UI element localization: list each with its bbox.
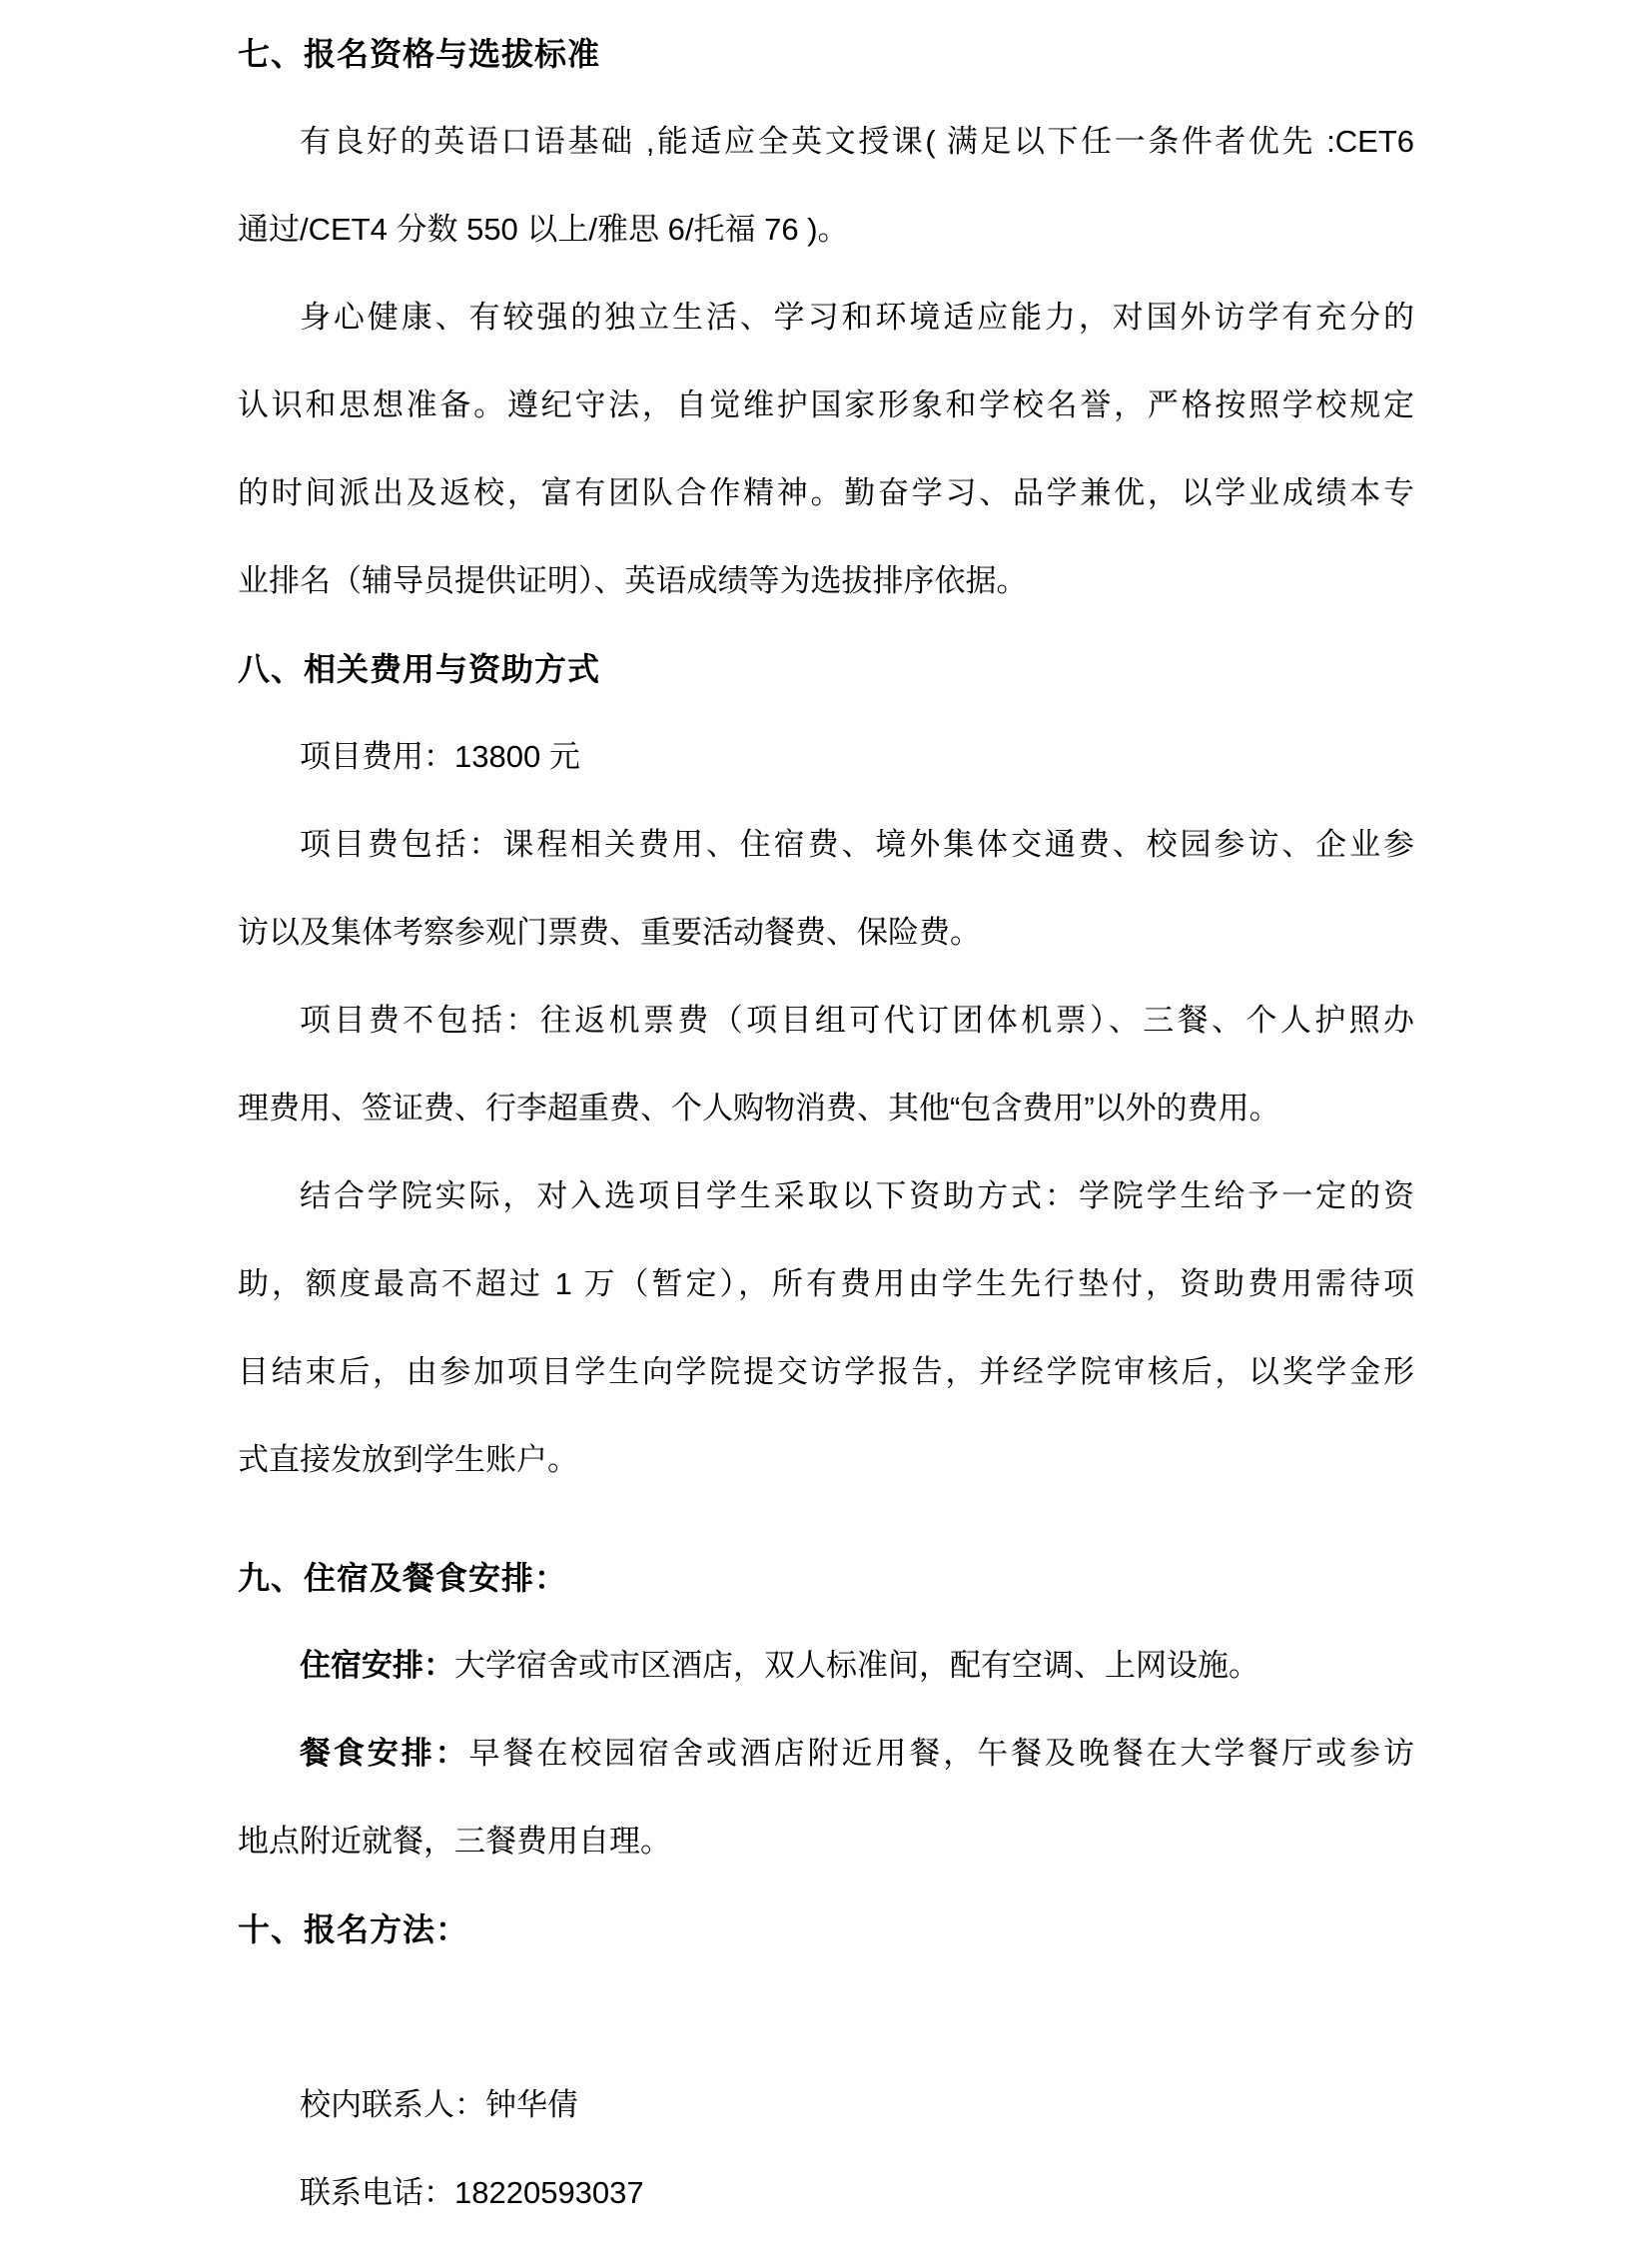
text-line: 业排名（辅导员提供证明）、英语成绩等为选拔排序依据。 xyxy=(238,563,1028,598)
paragraph-project-fee: 项目费用：13800 元 xyxy=(300,739,580,774)
contact-person-line: 校内联系人：钟华倩 xyxy=(300,2087,578,2122)
text-line: 地点附近就餐，三餐费用自理。 xyxy=(238,1824,671,1859)
section-9-heading: 九、住宿及餐食安排： xyxy=(238,1560,568,1596)
section-10-heading: 十、报名方法： xyxy=(238,1911,469,1947)
paragraph-fee-excluded xyxy=(238,977,1414,1152)
contact-phone-line: 联系电话：18220593037 xyxy=(300,2175,644,2210)
section-8-heading: 八、相关费用与资助方式 xyxy=(238,651,601,687)
paragraph-fee-included xyxy=(238,801,1414,977)
text-line: 访以及集体考察参观门票费、重要活动餐费、保险费。 xyxy=(238,915,981,950)
text-line: 结合学院实际，对入选项目学生采取以下资助方式：学院学生给予一定的资 xyxy=(300,1178,1414,1213)
lodging-label: 住宿安排： xyxy=(300,1648,454,1683)
section-7-heading: 七、报名资格与选拔标准 xyxy=(238,36,601,72)
text-line: 目结束后，由参加项目学生向学院提交访学报告，并经学院审核后，以奖学金形 xyxy=(238,1354,1414,1389)
text-line xyxy=(238,1710,1414,1798)
paragraph-health-conduct xyxy=(238,274,1414,625)
meals-text: 早餐在校园宿舍或酒店附近用餐，午餐及晚餐在大学餐厅或参访 xyxy=(468,1736,1414,1771)
paragraph-funding-method xyxy=(238,1152,1414,1504)
text-line: 的时间派出及返校，富有团队合作精神。勤奋学习、品学兼优，以学业成绩本专 xyxy=(238,475,1414,510)
paragraph-english-requirement xyxy=(238,98,1414,274)
lodging-text: 大学宿舍或市区酒店，双人标准间，配有空调、上网设施。 xyxy=(454,1648,1259,1683)
text-line: 助，额度最高不超过 1 万（暂定），所有费用由学生先行垫付，资助费用需待项 xyxy=(238,1266,1414,1301)
paragraph-lodging xyxy=(238,1622,1414,1710)
blank-line xyxy=(238,1973,1414,2061)
text-line: 身心健康、有较强的独立生活、学习和环境适应能力，对国外访学有充分的 xyxy=(300,300,1414,335)
paragraph-meals xyxy=(238,1710,1414,1885)
text-line: 项目费包括：课程相关费用、住宿费、境外集体交通费、校园参访、企业参 xyxy=(300,827,1414,862)
text-line: 理费用、签证费、行李超重费、个人购物消费、其他“包含费用”以外的费用。 xyxy=(238,1091,1280,1125)
meals-label: 餐食安排： xyxy=(300,1736,469,1771)
text-line: 有良好的英语口语基础 ,能适应全英文授课( 满足以下任一条件者优先 :CET6 xyxy=(300,124,1414,159)
text-line: 通过/CET4 分数 550 以上/雅思 6/托福 76 )。 xyxy=(238,212,849,247)
text-line: 项目费不包括：往返机票费（项目组可代订团体机票）、三餐、个人护照办 xyxy=(300,1003,1414,1038)
text-line: 式直接发放到学生账户。 xyxy=(238,1442,578,1477)
text-line: 认识和思想准备。遵纪守法，自觉维护国家形象和学校名誉，严格按照学校规定 xyxy=(238,387,1414,422)
